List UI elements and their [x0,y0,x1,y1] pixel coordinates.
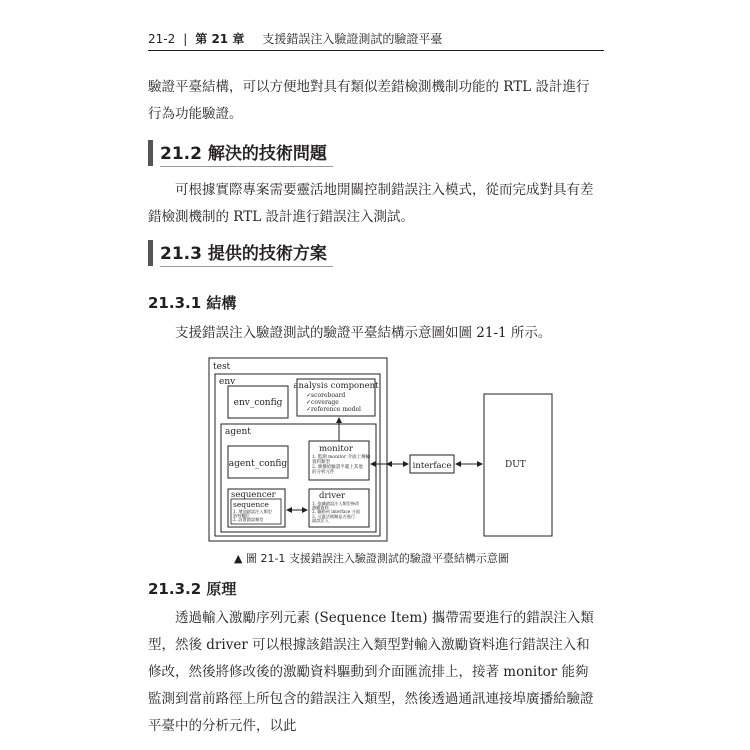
sequencer-title: sequencer [231,490,276,500]
section-21-3-1-paragraph: 支援錯誤注入驗證測試的驗證平臺結構示意圖如圖 21-1 所示。 [175,325,552,341]
agent-config-label: agent_config [228,459,288,469]
intro-paragraph: 驗證平臺結構，可以方便地對具有類似差錯檢測機制功能的 RTL 設計進行行為功能驗證。 [148,79,590,122]
analysis-item: ✓coverage [306,399,339,406]
chapter-label: 第 21 章 [195,32,245,46]
monitor-title: monitor [319,444,353,454]
dut-label: DUT [505,460,526,470]
figure-caption: ▲ 圖 21-1 支援錯誤注入驗證測試的驗證平臺結構示意圖 [234,552,509,565]
env-label: env [219,377,236,387]
analysis-item: ✓scoreboard [306,392,346,399]
interface-label: interface [412,461,452,471]
driver-title: driver [319,491,346,501]
section-title: 21.2 解決的技術問題 [160,139,333,167]
section-21-3-2-paragraph: 透過輸入激勵序列元素 (Sequence Item) 攜帶需要進行的錯誤注入類型，然後 driver 可以根據該錯誤注入類型對輸入激勵資料進行錯誤注入和修改，然後將修改後的激勵資料驅動到介面匯流排上，接著 monitor 能夠監測到當前路徑上所包含的錯誤注入類型，然後透過通訊連接埠廣播給驗證平臺中的分析元件，以此 [148,610,594,734]
monitor-note: 2. 廣播給驗證平臺上其他 [312,465,363,470]
monitor-note: 的分析元件 [312,470,335,475]
test-label: test [213,362,231,372]
monitor-note: 資料類型 [312,460,330,465]
section-title: 21.3 提供的技術方案 [160,239,333,267]
subsection-heading-21-3-1: 21.3.1 結構 [148,294,237,312]
header-divider: | [183,32,188,46]
driver-note: 激勵資料 [312,505,329,510]
subsection-heading-21-3-2: 21.3.2 原理 [148,580,237,598]
section-21-2-paragraph: 可根據實際專案需要靈活地開關控制錯誤注入模式，從而完成對具有差錯檢測機制的 RTL 設計進行錯誤注入測試。 [148,182,594,225]
sequence-label: sequence [233,500,269,509]
driver-note: 2. 驅動到 interface 介面 [312,509,360,514]
sequence-note: 2. 設置錯誤類型 [233,517,264,522]
driver-note: 1. 依據錯誤注入類型修改 [312,501,360,506]
agent-label: agent [225,427,251,437]
analysis-title: analysis component [293,381,379,391]
chapter-title: 支援錯誤注入驗證測試的驗證平臺 [262,32,443,46]
env-config-label: env_config [233,398,283,408]
driver-note: 3. 可靈活開關是否進行 [312,514,356,519]
monitor-note: 1. 監測 monitor 介面上傳輸 [312,455,371,460]
sequence-note: 資料欄位 [233,513,250,518]
sequence-note: 1. 增加錯誤注入類型 [233,509,272,514]
analysis-item: ✓reference model [306,406,361,413]
driver-note: 錯誤注入 [312,518,329,523]
page-ref: 21-2 [148,32,176,46]
